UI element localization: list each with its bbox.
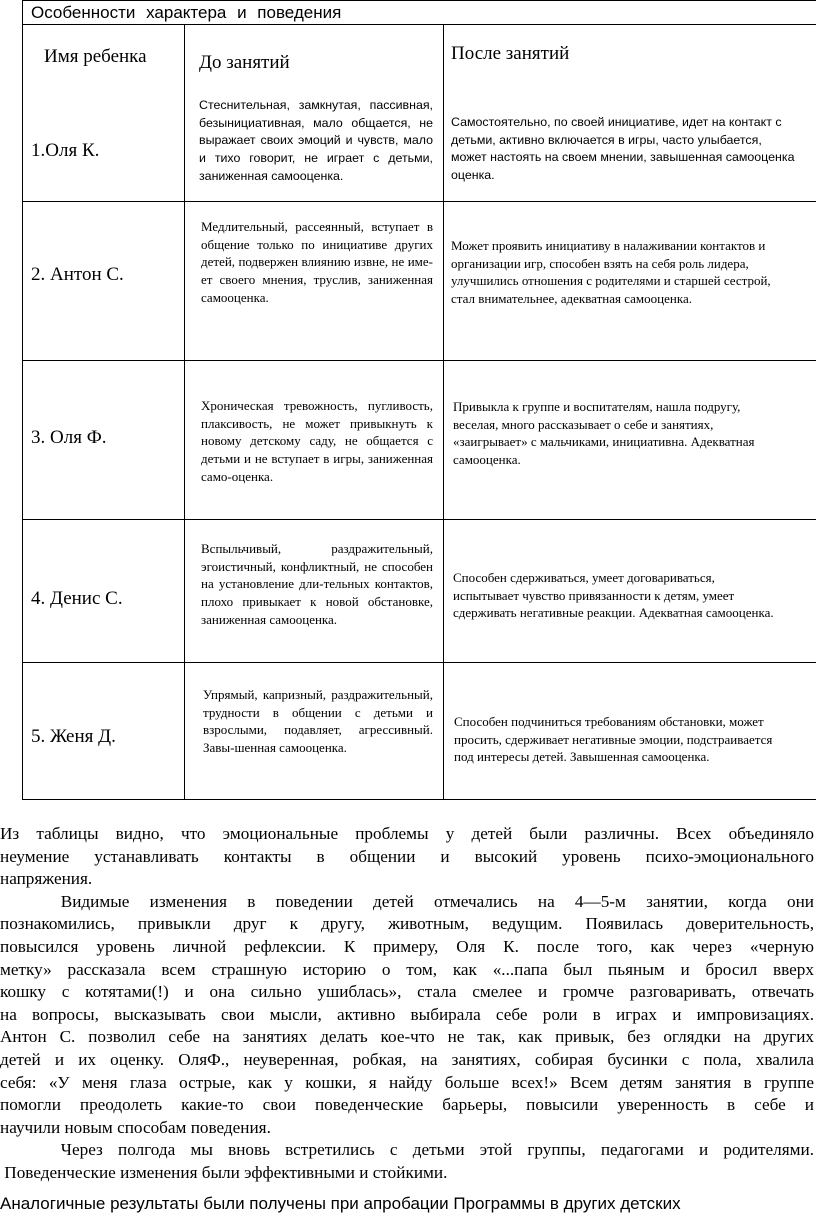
table-title: Особенности характера и поведения — [31, 3, 342, 22]
row-4-child-name: 4. Денис С. — [31, 588, 123, 609]
row-divider — [23, 360, 816, 361]
column-divider — [443, 24, 444, 800]
row-3-after-line: «заигрывает» с мальчиками, инициативна. Адекватная — [453, 434, 755, 450]
row-divider — [23, 201, 816, 202]
row-2-after-line: организации игр, способен взять на себя роль лидера, — [451, 255, 749, 271]
header-after: После занятий — [451, 43, 570, 64]
body-line: познакомились, привыкли друг к другу, животным, ведущим. Появилась доверительность, — [0, 914, 814, 934]
row-1-after-line: Самостоятельно, по своей инициативе, идет на контакт с — [451, 115, 782, 129]
body-line: Поведенческие изменения были эффективными и стойкими. — [0, 1162, 448, 1182]
body-line: себя: «У меня глаза острые, как у кошки, я найду больше всех!» Всем детям занятия в группе — [0, 1072, 814, 1092]
row-2-before-text: Медлительный, рассеянный, вступает в общение только по инициативе других детей, подвержен влиянию извне, не име-ет своего мнения, труслив, заниженная самооценка. — [201, 219, 433, 305]
closing-line: Аналогичные результаты были получены при апробации Программы в других детских — [0, 1194, 681, 1213]
row-5-child-name: 5. Женя Д. — [31, 726, 116, 747]
row-4-after-line: испытывает чувство привязанности к детям, умеет — [453, 587, 735, 603]
row-2-after-line: Может проявить инициативу в налаживании контактов и — [451, 238, 766, 253]
row-5-after-text — [454, 713, 816, 766]
behavior-table — [22, 0, 816, 800]
body-line: Через полгода мы вновь встретились с детьми этой группы, педагогами и родителями. — [0, 1140, 814, 1160]
table-title-divider — [23, 24, 816, 25]
row-3-after-text — [453, 398, 816, 469]
body-line: повысился уровень личной рефлексии. К примеру, Оля К. после того, как через «черную — [0, 936, 814, 956]
row-1-before-text: Стеснительная, замкнутая, пассивная, безынициативная, мало общается, не выражает своих эмоций и чувств, мало и тихо говорит, не играет с детьми, заниженная самооценка. — [199, 98, 433, 183]
row-3-after-line: Привыкла к группе и воспитателям, нашла подругу, — [453, 399, 741, 414]
header-child-name: Имя ребенка — [44, 46, 147, 67]
row-4-before-text: Вспыльчивый, раздражительный, эгоистичный, конфликтный, не способен на установление дли-тельных контактов, плохо привыкает к новой обстановке, заниженная самооценка. — [201, 541, 433, 627]
body-line: Видимые изменения в поведении детей отмечались на 4—5-м занятии, когда они — [0, 891, 814, 911]
row-1-after-line: оценка. — [451, 168, 495, 183]
row-3-after-line: веселая, много рассказывает о себе и занятиях, — [453, 416, 714, 432]
row-3-child-name: 3. Оля Ф. — [31, 427, 107, 448]
column-divider — [184, 24, 185, 800]
body-line: помогли преодолеть какие-то свои поведенческие барьеры, повысили уверенность в себе и — [0, 1095, 814, 1115]
row-2-after-line: улучшились отношения с родителями и старшей сестрой, — [451, 273, 771, 289]
row-4-after-line: сдерживать негативные реакции. Адекватная самооценка. — [453, 605, 774, 621]
row-4-after-text — [453, 569, 816, 622]
body-paragraphs — [0, 823, 814, 1185]
body-line: неумение устанавливать контакты в общении и высокий уровень психо-эмоционального — [0, 846, 814, 866]
row-1-child-name: 1.Оля К. — [31, 140, 100, 161]
row-3-after-line: самооценка. — [453, 452, 521, 468]
header-before: До занятий — [199, 52, 290, 73]
row-5-after-line: просить, сдерживает негативные эмоции, подстраивается — [454, 731, 773, 747]
body-line: Антон С. позволил себе на занятиях делать кое-что не так, как привык, без оглядки на других — [0, 1027, 814, 1047]
row-divider — [23, 662, 816, 663]
row-divider — [23, 519, 816, 520]
body-line: напряжения. — [0, 869, 93, 889]
row-5-before-text: Упрямый, капризный, раздражительный, трудности в общении с детьми и взрослыми, подавляет, агрессивный. Завы-шенная самооценка. — [203, 687, 433, 756]
body-line: на вопросы, высказывать свои мысли, активно выбирала себе роли в играх и импровизациях. — [0, 1004, 814, 1024]
row-2-after-text — [451, 237, 816, 308]
body-line: кошку с котятами(!) и она сильно ушиблась», стала смелее и громче разговаривать, отвечать — [0, 982, 814, 1002]
row-2-child-name: 2. Антон С. — [31, 264, 124, 285]
row-5-after-line: под интересы детей. Завышенная самооценка. — [454, 749, 710, 765]
row-1-after-text — [451, 114, 816, 185]
table-top-border — [23, 0, 816, 1]
body-line: Из таблицы видно, что эмоциональные проблемы у детей были различны. Всех объединяло — [0, 824, 814, 843]
row-4-after-line: Способен сдерживаться, умеет договариваться, — [453, 570, 715, 585]
body-line: метку» рассказала всем страшную историю о том, как «...папа был пьяным и бросил вверх — [0, 959, 814, 979]
row-3-before-text: Хроническая тревожность, пугливость, плаксивость, не может привыкнуть к новому детскому саду, не общается с детьми и не вступает в игры, заниженная само-оценка. — [201, 398, 433, 484]
row-5-after-line: Способен подчиниться требованиям обстановки, может — [454, 714, 764, 729]
body-line: детей и их оценку. ОляФ., неуверенная, робкая, на занятиях, собирая бусинки с пола, хвалила — [0, 1049, 814, 1069]
row-1-after-line: может настоять на своем мнении, завышенная самооценка — [451, 150, 795, 165]
row-1-after-line: детьми, активно включается в игры, часто улыбается, — [451, 132, 762, 147]
body-line: научили новым способам поведения. — [0, 1117, 271, 1137]
row-2-after-line: стал внимательнее, адекватная самооценка. — [451, 291, 692, 307]
